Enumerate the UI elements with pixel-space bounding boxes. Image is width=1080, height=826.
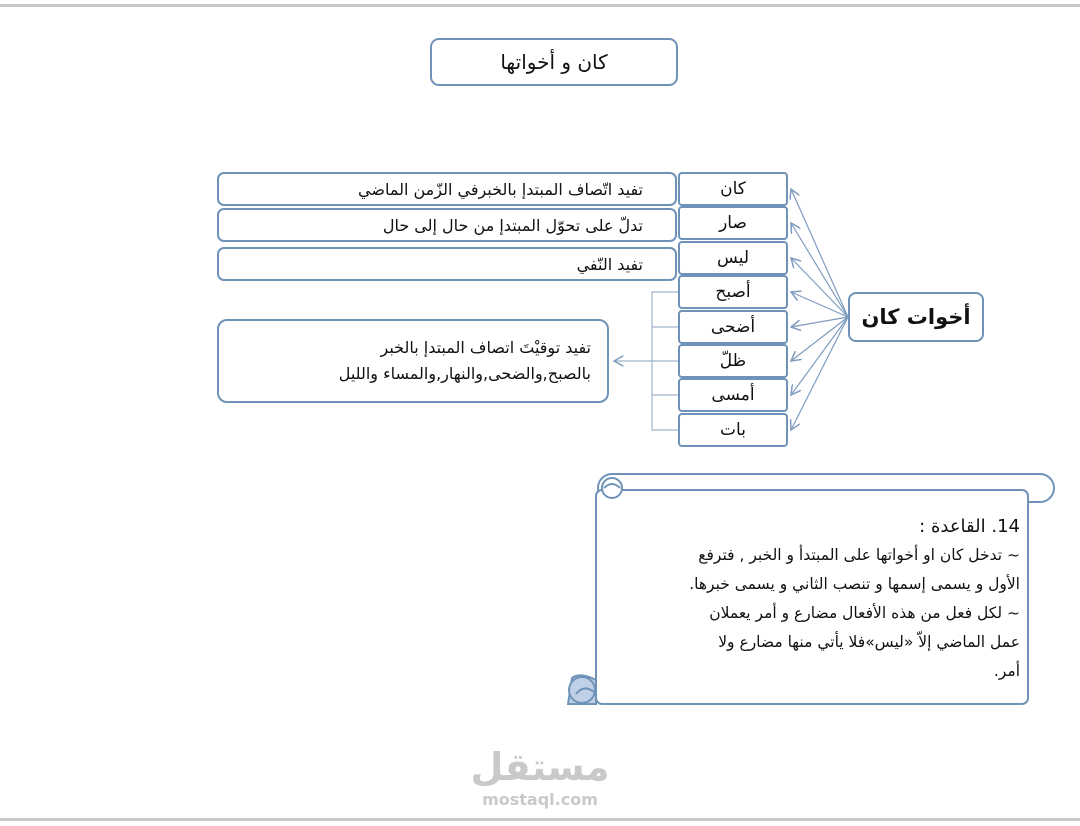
meaning-sara: تدلّ على تحوّل المبتدإ من حال إلى حال (217, 208, 677, 242)
rule-line: الأول و يسمى إسمها و تنصب الثاني و يسمى خبرها. (689, 575, 1020, 593)
hub-box: أخوات كان (848, 292, 984, 342)
watermark-url: mostaql.com (482, 790, 598, 809)
watermark-logo: مستقل (470, 745, 610, 789)
rule-title: 14. القاعدة : (919, 516, 1020, 537)
arrow-to-kana (791, 189, 848, 317)
rule-line: أمر. (993, 662, 1020, 680)
arrow-to-laysa (791, 258, 848, 317)
verb-asbaha: أصبح (678, 275, 788, 309)
verb-laysa: ليس (678, 241, 788, 275)
page-title: كان و أخواتها (430, 38, 678, 86)
rule-line: ~ تدخل كان او أخواتها على المبتدأ و الخبر , فترفع (698, 546, 1020, 564)
timing-bracket (614, 292, 678, 430)
arrow-to-zalla (791, 317, 848, 361)
rule-line: ~ لكل فعل من هذه الأفعال مضارع و أمر يعملان (709, 604, 1020, 622)
verb-sara: صار (678, 206, 788, 240)
arrow-to-asbaha (791, 292, 848, 317)
timing-meaning-line1: تفيد توقيْتَ اتصاف المبتدإ بالخبر (380, 338, 591, 357)
arrow-to-amsa (791, 317, 848, 395)
arrow-to-adha (791, 317, 848, 327)
timing-meaning-line2: بالصبح,والضحى,والنهار,والمساء والليل (338, 364, 591, 383)
verb-bata: بات (678, 413, 788, 447)
meaning-kana: تفيد اتّصاف المبتدإ بالخبرفي الزّمن الماضي (217, 172, 677, 206)
hub-arrows (791, 189, 848, 430)
verb-zalla: ظلّ (678, 344, 788, 378)
arrow-to-sara (791, 223, 848, 317)
rule-line: عمل الماضي إلاّ «ليس»فلا يأتي منها مضارع ولا (718, 633, 1020, 651)
verb-adha: أضحى (678, 310, 788, 344)
timing-meaning-box (217, 319, 609, 403)
verb-amsa: أمسى (678, 378, 788, 412)
meaning-laysa: تفيد النّفي (217, 247, 677, 281)
verb-kana: كان (678, 172, 788, 206)
rule-text (600, 512, 1020, 686)
arrow-to-bata (791, 317, 848, 430)
